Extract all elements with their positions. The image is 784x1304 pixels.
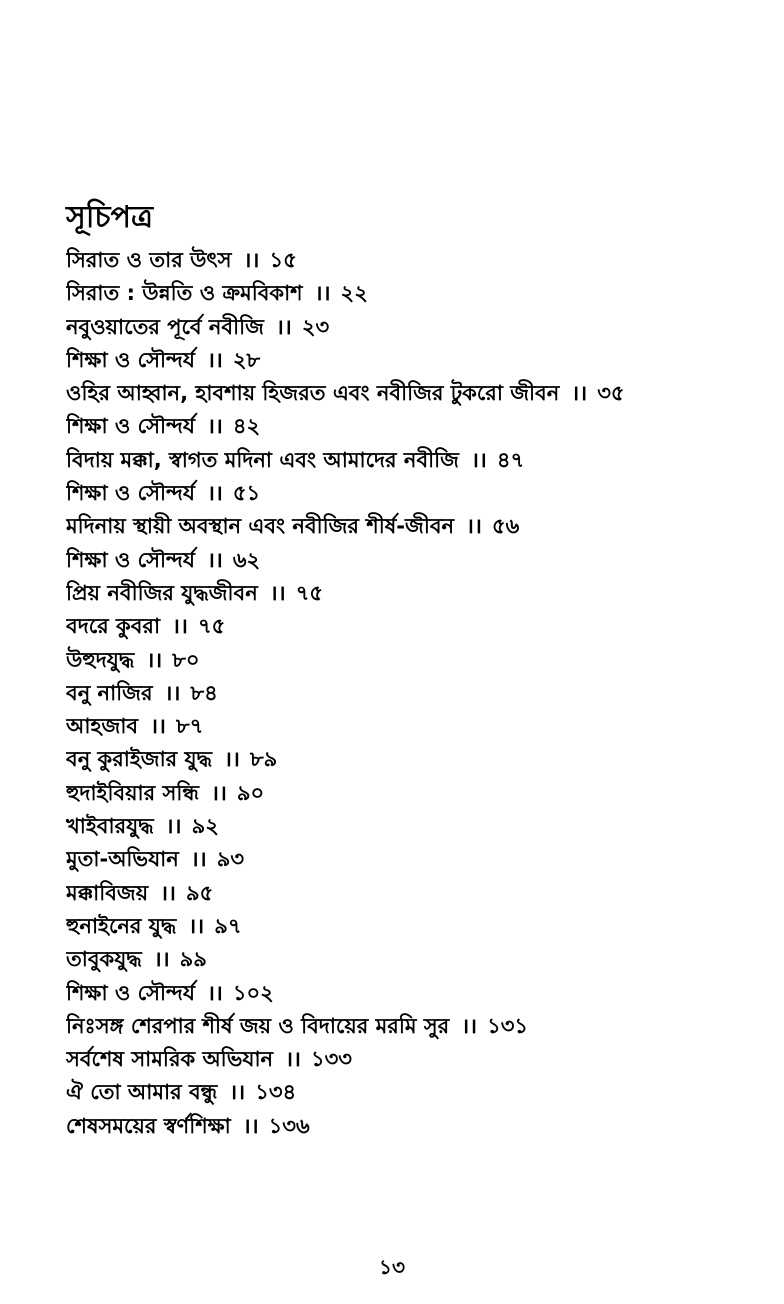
page-number: ১৩ [379, 1255, 405, 1279]
toc-entry-page: ৯৩ [216, 847, 244, 872]
toc-entry [66, 1010, 766, 1043]
toc-list [66, 244, 766, 1143]
toc-entry-separator: ।। [188, 913, 205, 938]
toc-entry-separator: ।। [165, 814, 182, 839]
toc-entry-title: মদিনায় স্থায়ী অবস্থান এবং নবীজির শীর্ষ-জীবন [66, 514, 455, 539]
toc-entry-page: ৮৪ [190, 680, 218, 705]
toc-entry-page: ২৩ [301, 314, 330, 339]
toc-entry-title: ঐ তো আমার বন্ধু [66, 1080, 218, 1105]
toc-entry-page: ২৮ [232, 347, 261, 372]
toc-entry-title: বদরে কুবরা [66, 614, 161, 639]
toc-entry-separator: ।। [206, 414, 223, 439]
toc-entry [66, 977, 766, 1010]
toc-entry [66, 577, 766, 610]
toc-entry [66, 677, 766, 710]
toc-entry-title: শেষসময়ের স্বর্ণশিক্ষা [66, 1113, 231, 1138]
toc-entry [66, 277, 766, 310]
toc-entry [66, 377, 766, 410]
toc-entry-separator: ।। [229, 1080, 246, 1105]
toc-entry [66, 1043, 766, 1076]
toc-entry-separator: ।। [224, 747, 240, 772]
toc-entry-title: হুদাইবিয়ার সন্ধি [66, 780, 199, 805]
toc-entry [66, 410, 766, 443]
toc-entry [66, 877, 766, 910]
toc-entry-page: ১৩৪ [255, 1080, 297, 1105]
toc-entry-page: ১৫ [269, 248, 297, 272]
toc-entry-separator: ।। [275, 314, 292, 339]
toc-entry-page: ৯৯ [179, 947, 207, 972]
toc-entry [66, 843, 766, 876]
toc-entry-title: শিক্ষা ও সৌন্দর্য [66, 414, 195, 439]
toc-entry-page: ৪২ [232, 414, 261, 439]
toc-entry [66, 810, 766, 843]
toc-entry [66, 311, 766, 344]
toc-entry-page: ৮৭ [176, 714, 204, 739]
toc-entry-title: নিঃসঙ্গ শেরপার শীর্ষ জয় ও বিদায়ের মরমি সুর [66, 1013, 450, 1038]
toc-entry-page: ৯২ [191, 814, 219, 839]
toc-entry-title: আহজাব [66, 714, 139, 739]
toc-entry-separator: ।। [210, 780, 227, 805]
toc-entry-title: শিক্ষা ও সৌন্দর্য [66, 481, 195, 506]
toc-entry-title: খাইবারযুদ্ধ [66, 814, 154, 839]
toc-entry-separator: ।। [314, 281, 331, 306]
toc-entry-separator: ।। [164, 680, 181, 705]
toc-entry-title: নবুওয়াতের পূর্বে নবীজি [66, 314, 264, 339]
toc-entry-title: তাবুকযুদ্ধ [66, 947, 142, 972]
toc-entry [66, 244, 766, 277]
toc-entry-separator: ।। [153, 947, 170, 972]
toc-entry-separator: ।। [269, 580, 286, 605]
toc-entry [66, 644, 766, 677]
toc-entry-title: ওহির আহ্বান, হাবশায় হিজরত এবং নবীজির টুকরো জীবন [66, 381, 560, 406]
toc-entry [66, 777, 766, 810]
toc-entry-separator: ।। [206, 481, 223, 506]
toc-entry [66, 943, 766, 976]
toc-entry [66, 743, 766, 776]
toc-entry [66, 610, 766, 643]
toc-entry-separator: ।। [146, 647, 163, 672]
toc-entry-title: বিদায় মক্কা, স্বাগত মদিনা এবং আমাদের নবীজি [66, 447, 459, 472]
toc-entry [66, 544, 766, 577]
toc-entry-separator: ।। [206, 980, 223, 1005]
toc-entry-page: ৯৫ [185, 880, 214, 905]
toc-entry-separator: ।। [206, 547, 223, 572]
toc-entry-page: ১০২ [232, 980, 274, 1005]
toc-entry [66, 344, 766, 377]
toc-entry-page: ৮৯ [249, 747, 278, 772]
toc-entry-title: সিরাত : উন্নতি ও ক্রমবিকাশ [66, 281, 303, 306]
toc-entry-page: ৩৫ [597, 381, 625, 406]
toc-entry-page: ৯৭ [214, 913, 242, 938]
toc-entry-title: সিরাত ও তার উৎস [66, 248, 232, 272]
toc-entry-separator: ।। [571, 381, 588, 406]
toc-entry [66, 1076, 766, 1109]
toc-entry-page: ৫১ [232, 481, 261, 506]
toc-entry-page: ১৩৩ [311, 1047, 352, 1072]
toc-entry-page: ৮০ [172, 647, 200, 672]
toc-entry-page: ১৩১ [487, 1013, 529, 1038]
toc-entry-title: শিক্ষা ও সৌন্দর্য [66, 980, 195, 1005]
toc-entry [66, 510, 766, 543]
toc-heading: সূচিপত্র [66, 200, 153, 235]
toc-entry-page: ৭৫ [295, 580, 323, 605]
toc-entry-title: মুতা-অভিযান [66, 847, 179, 872]
toc-entry-title: সর্বশেষ সামরিক অভিযান [66, 1047, 274, 1072]
toc-entry [66, 710, 766, 743]
toc-entry-page: ৫৬ [491, 514, 520, 539]
toc-entry-page: ২২ [340, 281, 368, 306]
toc-entry-page: ৬২ [232, 547, 261, 572]
toc-entry-separator: ।। [206, 347, 223, 372]
toc-entry-separator: ।। [466, 514, 482, 539]
toc-entry [66, 444, 766, 477]
toc-entry-title: উহুদযুদ্ধ [66, 647, 135, 672]
toc-entry-separator: ।। [461, 1013, 478, 1038]
toc-entry-page: ৯০ [236, 780, 265, 805]
toc-entry [66, 1110, 766, 1143]
toc-entry-title: প্রিয় নবীজির যুদ্ধজীবন [66, 580, 258, 605]
toc-entry-title: মক্কাবিজয় [66, 880, 149, 905]
toc-entry [66, 477, 766, 510]
toc-entry-separator: ।। [242, 1113, 259, 1138]
toc-entry [66, 910, 766, 943]
toc-entry-page: ১৩৬ [268, 1113, 310, 1138]
toc-entry-separator: ।। [190, 847, 207, 872]
toc-entry-title: শিক্ষা ও সৌন্দর্য [66, 347, 195, 372]
toc-entry-separator: ।। [160, 880, 176, 905]
toc-entry-separator: ।। [470, 447, 487, 472]
toc-entry-title: বনু কুরাইজার যুদ্ধ [66, 747, 213, 772]
toc-entry-title: হুনাইনের যুদ্ধ [66, 913, 177, 938]
toc-entry-separator: ।। [150, 714, 167, 739]
toc-entry-separator: ।। [285, 1047, 301, 1072]
toc-entry-page: ৭৫ [197, 614, 226, 639]
toc-entry-separator: ।। [172, 614, 188, 639]
toc-entry-page: ৪৭ [496, 447, 525, 472]
toc-entry-title: বনু নাজির [66, 680, 153, 705]
toc-entry-title: শিক্ষা ও সৌন্দর্য [66, 547, 195, 572]
toc-entry-separator: ।। [243, 248, 260, 272]
